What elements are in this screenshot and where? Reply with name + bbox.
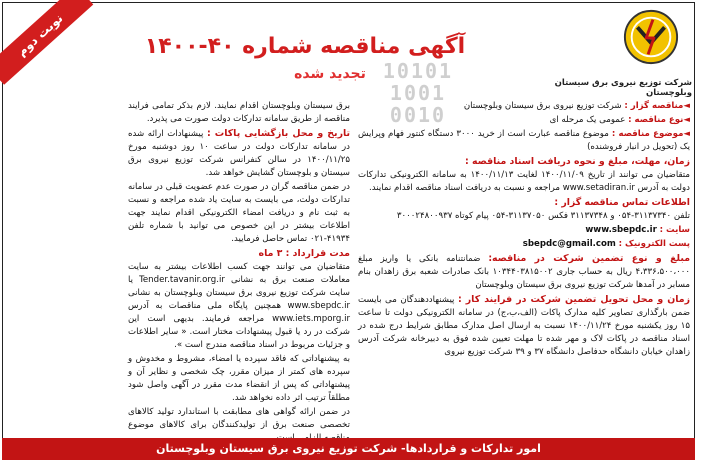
- rejection-note: به پیشنهاداتی که فاقد سپرده یا امضاء، مشروط و مخدوش و سپرده های کمتر از میزان مقرر، چک شخصی و نظایر آن و پیشنهاداتی که پس از انقضاء مدت مقرر در آگهی واصل شود مطلقاً ترتیب اثر داده نخواهد شد.: [128, 354, 350, 403]
- notice-title: آگهی مناقصه شماره ۴۰-۱۴۰۰: [144, 34, 466, 59]
- tenderer-value: شرکت توزیع نیروی برق سیستان وبلوچستان: [463, 101, 622, 111]
- contact-phones: تلفن ۳۱۱۳۷۳۴۰-۰۵۴ و ۳۱۱۳۷۳۴۸ فکس ۳۱۱۳۷۰۵۰-۰۵۴ پیام کوتاه ۳۰۰۰۲۴۸۰۰۹۳۷: [396, 211, 690, 221]
- tender-type-value: عمومی یک مرحله ای: [549, 115, 626, 125]
- documents-heading: زمان، مهلت، مبلغ و نحوه دریافت اسناد مناقصه :: [465, 156, 690, 167]
- guarantee-heading: مبلغ و نوع تضمین شرکت در مناقصه:: [488, 253, 690, 264]
- registration-text: در ضمن مناقصه گران در صورت عدم عضویت قبلی در سامانه تدارکات دولت، می بایست به سایت یاد شده مراجعه و نسبت به ثبت نام و دریافت امضاء الکترونیکی اقدام نمایند جهت اطلاعات بیشتر در این خصوص می توانید با شماره تلفن ۴۱۹۳۴-۰۲۱ تماس حاصل فرمایید.: [128, 182, 350, 244]
- contact-heading: اطلاعات تماس مناقصه گزار :: [554, 197, 690, 208]
- tender-subject-label: ◄موضوع مناقصه :: [611, 129, 691, 139]
- company-logo-icon: [622, 8, 680, 66]
- documents-text: متقاضیان می توانند از تاریخ ۱۴۰۰/۱۱/۰۹ لغایت ۱۴۰۰/۱۱/۱۳ به سامانه الکترونیکی تدارکات دولت به آدرس www.setadiran.ir مراجعه و نسبت به دریافت اسناد مناقصه اقدام نمایند.: [358, 170, 690, 193]
- submission-text: پیشنهاددهندگان می بایست ضمن بارگذاری تصاویر کلیه مدارک پاکات (الف،ب،ج) در سامانه الکترونیکی دولت تا ساعت ۱۵ روز یکشنبه مورخ ۱۴۰۰/۱۱/۲۴ نسبت به ارسال اصل مدارک مطابق شرایط درج شده در اسناد مناقصه در پاکات لاک و مهر شده تا مهلت تعیین شده فوق به دبیرخانه شرکت آدرس زاهدان خیابان دانشگاه حدفاصل دانشگاه ۳۷ و ۳۹ شرکت توزیع نیروی: [358, 295, 690, 357]
- footer-bar: امور تدارکات و قراردادها- شرکت توزیع نیروی برق سیستان وبلوچستان: [2, 438, 695, 460]
- email-label: پست الکترونیک :: [618, 239, 690, 249]
- notice-subtitle: تجدید شده: [294, 66, 366, 82]
- email-link[interactable]: sbepdc@gmail.com: [522, 239, 616, 249]
- watermark-line: 1001: [389, 81, 447, 105]
- contract-duration: مدت قرارداد : ۳ ماه: [258, 248, 350, 259]
- info-text: متقاضیان می توانند جهت کسب اطلاعات بیشتر به سایت معاملات صنعت برق به نشانی Tender.tavanir.org.ir یا سایت شرکت توزیع نیروی برق سیستان وبلوچستان به نشانی www.sbepdc.ir همچنین پایگاه ملی مناقصات به آدرس www.iets.mporg.ir مراجعه فرمایند. بدیهی است این شرکت در رد یا قبول پیشنهادات مختار است. « سایر اطلاعات و جزئیات مربوط در اسناد مناقصه مندرج است ».: [128, 262, 350, 350]
- opening-heading: تاریخ و محل بازگشایی پاکات :: [206, 128, 351, 139]
- watermark-line: 0010: [389, 103, 447, 127]
- tender-type-label: ◄نوع مناقصه :: [628, 115, 690, 125]
- website-link[interactable]: www.sbepdc.ir: [585, 225, 657, 235]
- watermark-line: 10101: [382, 59, 454, 83]
- second-round-ribbon: نوبت دوم: [0, 0, 93, 85]
- company-name: شرکت توزیع نیروی برق سیستان وبلوچستان: [554, 78, 692, 98]
- notice-right-column: [358, 100, 690, 360]
- certificate-note: در ضمن ارائه گواهی های مطابقت با استاندارد تولید کالاهای تخصصی صنعت برق از تولیدکنندگان برای کالاهای موضوع: [128, 407, 350, 430]
- notice-left-column: [128, 100, 350, 446]
- submission-heading: زمان و محل تحویل تضمین شرکت در فرایند کار :: [457, 294, 691, 305]
- opening-text: پیشنهادات ارائه شده در سامانه تدارکات دولت در ساعت ۱۰ روز دوشنبه مورخ ۱۴۰۰/۱۱/۲۵ در سالن کنفرانس شرکت توزیع نیروی برق سیستان و بلوچستان گشایش خواهد شد.: [128, 129, 351, 178]
- tenderer-label: ◄مناقصه گزار :: [624, 101, 690, 111]
- tender-subject-value: موضوع مناقصه عبارت است از خرید ۳۰۰۰ دستگاه کنتور فهام وپرایش یک (تحویل در انبار فروشنده): [358, 129, 690, 152]
- submission-continued: برق سیستان وبلوچستان اقدام نمایند. لازم بذکر تمامی فرایند مناقصه از طریق سامانه تدارکات دولت صورت می پذیرد.: [128, 101, 350, 124]
- website-label: سایت :: [659, 225, 690, 235]
- guarantee-text: ضمانتنامه بانکی یا واریز مبلغ ۴،۳۳۶،۵۰۰،۰۰۰ ریال به حساب جاری ۱۰۳۴۴۰۳۸۱۵۰۰۲ بانک صادرات شعبه برق زاهدان بنام مسابر در آمدها شرکت توزیع نیروی برق سیستان وبلوچستان: [358, 254, 690, 290]
